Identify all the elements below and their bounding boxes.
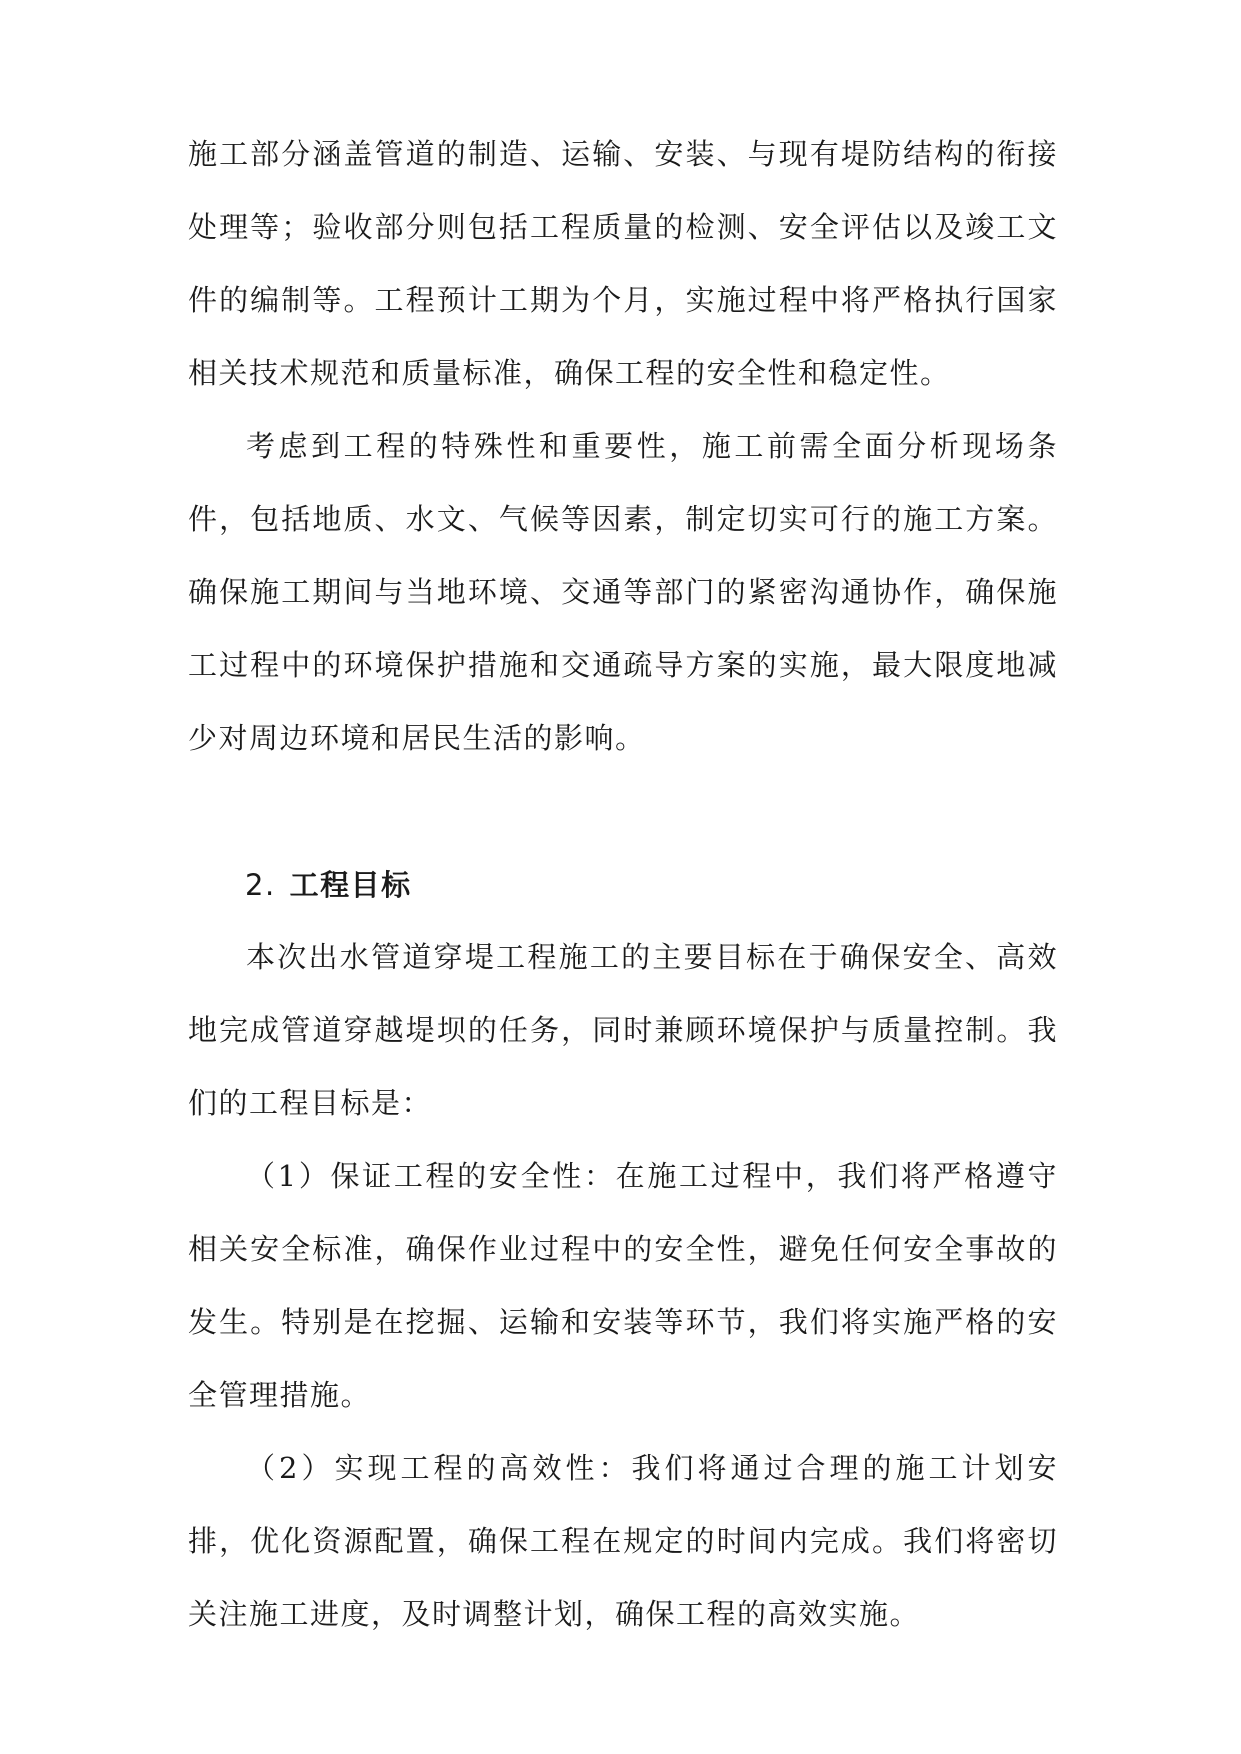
paragraph-goals-intro: 本次出水管道穿堤工程施工的主要目标在于确保安全、高效地完成管道穿越堤坝的任务，同时兼顾环境保护与质量控制。我们的工程目标是： xyxy=(188,940,1058,1120)
section-title: 工程目标 xyxy=(289,868,412,902)
paragraph-goal-efficiency: （2）实现工程的高效性：我们将通过合理的施工计划安排，优化资源配置，确保工程在规定的时间内完成。我们将密切关注施工进度，及时调整计划，确保工程的高效实施。 xyxy=(188,1451,1058,1631)
paragraph-considerations: 考虑到工程的特殊性和重要性，施工前需全面分析现场条件，包括地质、水文、气候等因素，制定切实可行的施工方案。确保施工期间与当地环境、交通等部门的紧密沟通协作，确保施工过程中的环境保护措施和交通疏导方案的实施，最大限度地减少对周边环境和居民生活的影响。 xyxy=(188,429,1058,755)
section-heading xyxy=(245,855,412,915)
section-number: 2. xyxy=(245,868,276,902)
paragraph-goal-safety: （1）保证工程的安全性：在施工过程中，我们将严格遵守相关安全标准，确保作业过程中的安全性，避免任何安全事故的发生。特别是在挖掘、运输和安装等环节，我们将实施严格的安全管理措施。 xyxy=(188,1159,1058,1412)
paragraph-scope-continued: 施工部分涵盖管道的制造、运输、安装、与现有堤防结构的衔接处理等；验收部分则包括工程质量的检测、安全评估以及竣工文件的编制等。工程预计工期为个月，实施过程中将严格执行国家相关技术规范和质量标准，确保工程的安全性和稳定性。 xyxy=(188,137,1058,390)
section1-body xyxy=(188,118,1058,775)
section2-body xyxy=(188,921,1058,1651)
